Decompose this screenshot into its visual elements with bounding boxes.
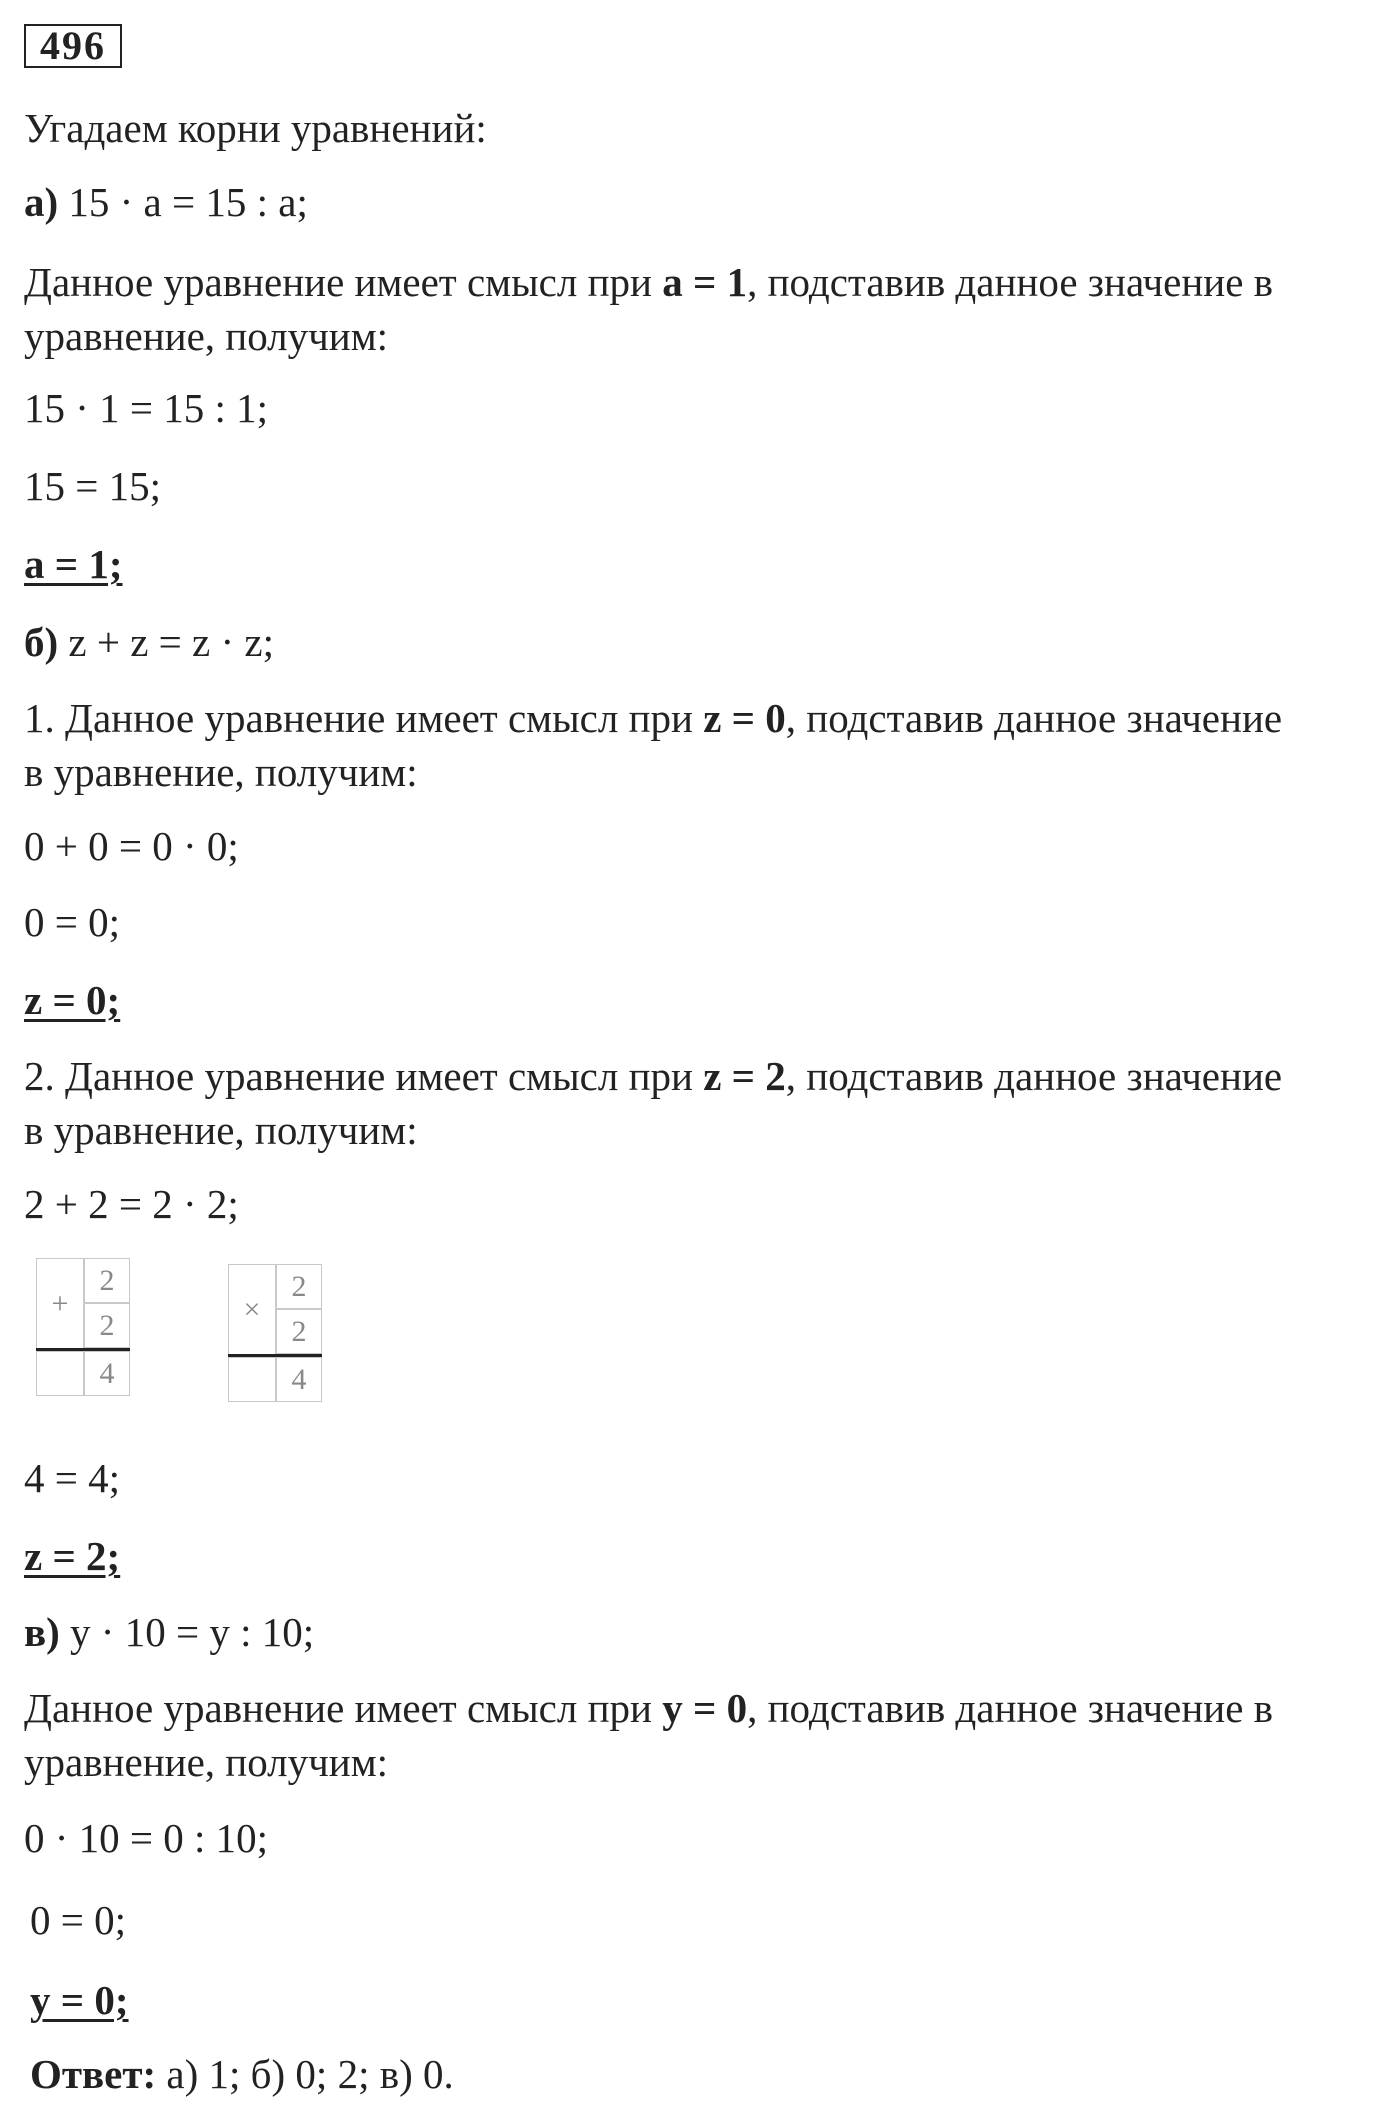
- multiplication-top: 2: [276, 1264, 322, 1309]
- part-b-case2-bold: z = 2: [703, 1053, 786, 1099]
- part-b-case1-bold: z = 0: [703, 695, 786, 741]
- multiplication-sign: ×: [228, 1264, 276, 1354]
- part-b-case2-step2: 4 = 4;: [24, 1455, 121, 1501]
- part-b-equation-text: z + z = z · z;: [58, 619, 274, 665]
- part-b-case2-result: [24, 1533, 121, 1579]
- part-v-explain-pre: Данное уравнение имеет смысл при: [24, 1685, 663, 1731]
- intro-text: Угадаем корни уравнений:: [24, 105, 487, 151]
- multiplication-result: 4: [276, 1357, 322, 1402]
- part-b-case1-step2: 0 = 0;: [24, 899, 121, 945]
- addition-result: 4: [84, 1351, 130, 1396]
- part-v-step2: 0 = 0;: [30, 1897, 127, 1943]
- multiplication-column-calc: [228, 1264, 322, 1404]
- task-number: 496: [24, 24, 122, 68]
- part-b-case1-pre: 1. Данное уравнение имеет смысл при: [24, 695, 704, 741]
- part-v-explain-line2: уравнение, получим:: [24, 1739, 389, 1785]
- part-a-label: а): [24, 179, 59, 225]
- addition-empty-cell: [36, 1351, 84, 1396]
- part-b-case1-step1: 0 + 0 = 0 · 0;: [24, 823, 239, 869]
- addition-sign: +: [36, 1258, 84, 1348]
- part-b-case2-pre: 2. Данное уравнение имеет смысл при: [24, 1053, 704, 1099]
- part-b-case2-line2: в уравнение, получим:: [24, 1107, 418, 1153]
- addition-column-calc: [36, 1258, 130, 1398]
- part-a-explain-post: , подставив данное значение в: [747, 259, 1274, 305]
- multiplication-middle: 2: [276, 1309, 322, 1354]
- part-a-step1: 15 · 1 = 15 : 1;: [24, 385, 269, 431]
- part-b-case1-post: , подставив данное значение: [785, 695, 1283, 741]
- part-b-label: б): [24, 619, 59, 665]
- addition-top: 2: [84, 1258, 130, 1303]
- part-v-step1: 0 · 10 = 0 : 10;: [24, 1815, 269, 1861]
- part-v-equation: [24, 1609, 315, 1655]
- answer-text: а) 1; б) 0; 2; в) 0.: [156, 2051, 454, 2097]
- part-a-explain-bold: a = 1: [662, 259, 748, 305]
- part-v-explain: [24, 1685, 1274, 1731]
- part-v-explain-bold: y = 0: [662, 1685, 748, 1731]
- addition-middle: 2: [84, 1303, 130, 1348]
- part-v-label: в): [24, 1609, 60, 1655]
- part-a-result-text: a = 1;: [24, 541, 123, 587]
- part-b-case2-post: , подставив данное значение: [785, 1053, 1283, 1099]
- part-v-explain-post: , подставив данное значение в: [747, 1685, 1274, 1731]
- part-b-case1-line2: в уравнение, получим:: [24, 749, 418, 795]
- answer-line: [30, 2051, 454, 2097]
- part-a-explain-pre: Данное уравнение имеет смысл при: [24, 259, 663, 305]
- part-b-case2-result-text: z = 2;: [24, 1533, 121, 1579]
- part-b-case1-result-text: z = 0;: [24, 977, 121, 1023]
- part-b-equation: [24, 619, 274, 665]
- part-b-case1: [24, 695, 1283, 741]
- part-b-case2-step1: 2 + 2 = 2 · 2;: [24, 1181, 239, 1227]
- part-b-case1-result: [24, 977, 121, 1023]
- part-a-equation-text: 15 · a = 15 : a;: [58, 179, 308, 225]
- answer-label: Ответ:: [30, 2051, 157, 2097]
- part-a-explain-line2: уравнение, получим:: [24, 313, 389, 359]
- part-v-result-text: y = 0;: [30, 1977, 129, 2023]
- part-b-case2: [24, 1053, 1283, 1099]
- part-a-result: [24, 541, 123, 587]
- multiplication-empty-cell: [228, 1357, 276, 1402]
- part-v-result: [30, 1977, 129, 2023]
- part-v-equation-text: y · 10 = y : 10;: [59, 1609, 315, 1655]
- part-a-explain: [24, 259, 1274, 305]
- part-a-equation: [24, 179, 308, 225]
- part-a-step2: 15 = 15;: [24, 463, 162, 509]
